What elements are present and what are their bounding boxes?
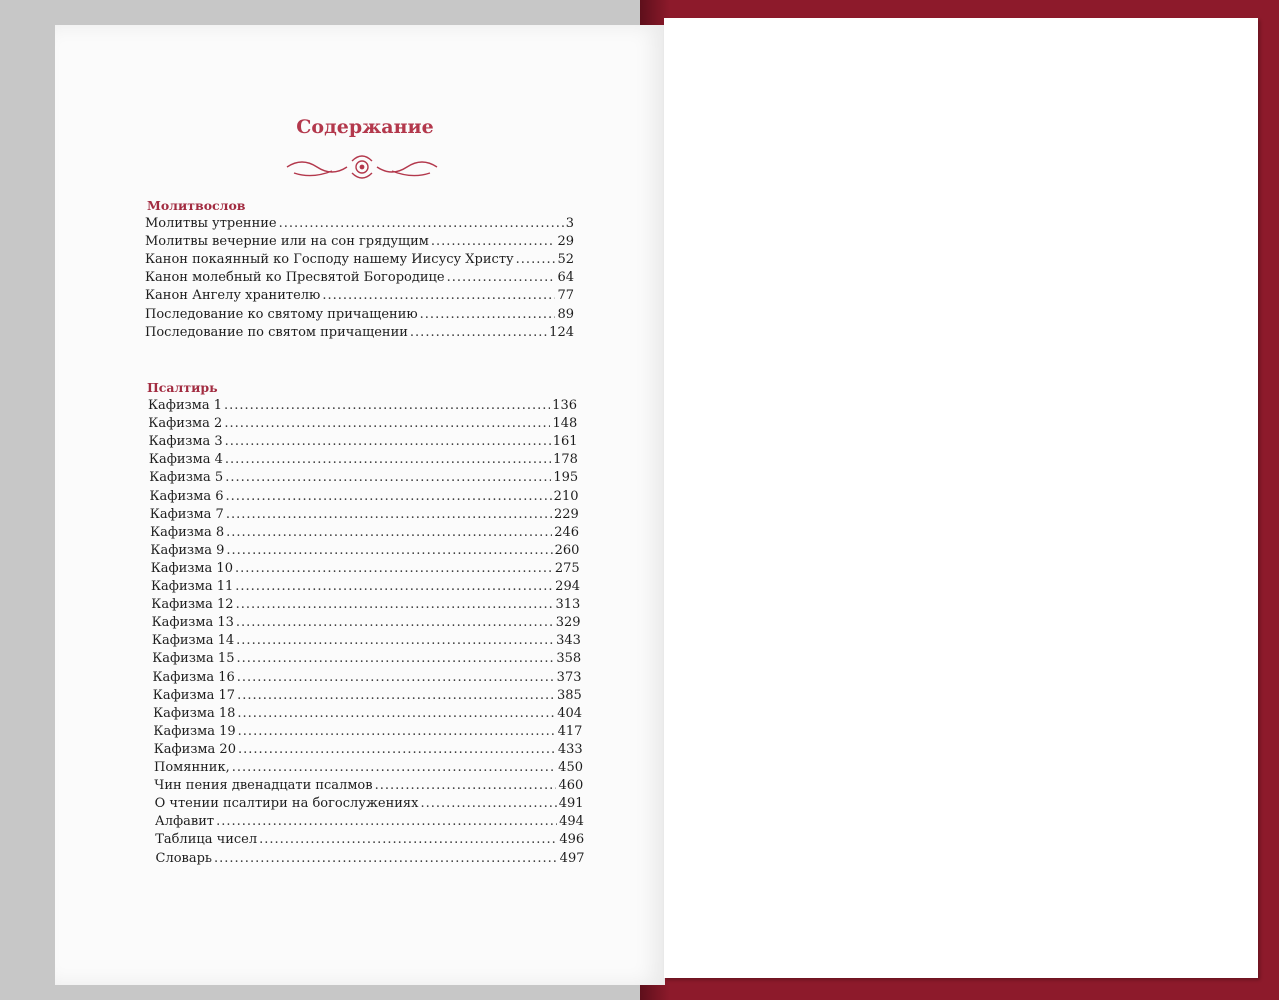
- toc-entry[interactable]: [149, 470, 578, 488]
- toc-entry-page: 260: [554, 542, 580, 558]
- toc-title: Содержание: [296, 116, 434, 138]
- toc-entry[interactable]: [152, 651, 581, 669]
- toc-entry-label: Последование ко святому причащению: [145, 306, 418, 322]
- toc-entry-page: 161: [552, 434, 578, 450]
- dot-leader: [225, 434, 551, 449]
- toc-entry-label: Кафизма 19: [153, 723, 236, 739]
- toc-entry-label: Алфавит: [154, 814, 215, 830]
- dot-leader: [224, 398, 550, 413]
- toc-entry-page: 246: [554, 524, 580, 540]
- dot-leader: [225, 470, 551, 485]
- toc-entry[interactable]: [155, 814, 584, 832]
- dot-leader: [214, 851, 558, 866]
- toc-entry[interactable]: [154, 778, 583, 796]
- toc-entry-label: Канон молебный ко Пресвятой Богородице: [145, 270, 445, 286]
- toc-entry-label: Словарь: [155, 850, 213, 866]
- dot-leader: [237, 688, 555, 703]
- dot-leader: [225, 452, 551, 467]
- toc-entry-label: Кафизма 7: [149, 506, 224, 522]
- toc-entry[interactable]: [150, 507, 579, 525]
- toc-entry-label: Кафизма 1: [148, 398, 223, 413]
- toc-entry-label: Кафизма 9: [150, 542, 225, 558]
- toc-entry[interactable]: [145, 234, 574, 252]
- toc-entry-page: 358: [556, 651, 582, 667]
- toc-entry[interactable]: [145, 270, 574, 288]
- toc-entry-label: Кафизма 12: [151, 597, 234, 613]
- dot-leader: [420, 796, 556, 811]
- dot-leader: [238, 724, 556, 739]
- toc-entry[interactable]: [145, 325, 574, 343]
- toc-entry[interactable]: [148, 398, 577, 416]
- dot-leader: [226, 525, 552, 540]
- dot-leader: [236, 633, 554, 648]
- toc-entry-page: 178: [553, 452, 578, 468]
- dot-leader: [226, 543, 552, 558]
- dot-leader: [216, 814, 557, 829]
- toc-entry[interactable]: [149, 434, 578, 452]
- toc-entry-label: Кафизма 13: [151, 615, 234, 631]
- toc-entry[interactable]: [145, 288, 574, 306]
- dot-leader: [447, 270, 556, 285]
- toc-entry-page: 496: [559, 832, 585, 848]
- toc-entry-page: 450: [558, 760, 583, 775]
- toc-entry-page: 460: [558, 778, 584, 794]
- toc-entry[interactable]: [153, 706, 582, 724]
- right-page-blank: [664, 18, 1258, 978]
- toc-entry[interactable]: [154, 760, 583, 778]
- toc-entry-label: Кафизма 20: [153, 741, 236, 757]
- toc-entry-page: 52: [557, 252, 574, 268]
- toc-entry-page: 3: [565, 216, 574, 231]
- section-heading: Псалтирь: [147, 380, 218, 395]
- toc-entry-label: Кафизма 3: [148, 434, 223, 450]
- dot-leader: [375, 778, 557, 793]
- dot-leader: [431, 234, 556, 249]
- toc-entry-page: 124: [549, 324, 574, 340]
- toc-entry-label: Кафизма 16: [152, 669, 235, 685]
- toc-entry-label: Таблица чисел: [155, 832, 258, 848]
- toc-entry-label: Молитвы утренние: [145, 216, 277, 231]
- toc-entry-label: Молитвы вечерние или на сон грядущим: [145, 234, 429, 250]
- dot-leader: [237, 706, 555, 721]
- toc-entry-page: 148: [552, 416, 578, 432]
- ornament-divider: [282, 153, 442, 181]
- toc-entry-label: Кафизма 11: [151, 579, 234, 594]
- dot-leader: [226, 507, 552, 522]
- toc-entry[interactable]: [145, 216, 574, 234]
- toc-entry-page: 491: [558, 796, 584, 812]
- toc-entry[interactable]: [153, 670, 582, 688]
- toc-entry-label: О чтении псалтири на богослужениях: [154, 796, 419, 812]
- dot-leader: [235, 579, 553, 594]
- toc-entry-page: 89: [557, 306, 574, 322]
- toc-entry-page: 417: [557, 723, 583, 739]
- toc-entry-page: 195: [553, 470, 579, 486]
- dot-leader: [232, 760, 556, 775]
- toc-entry-label: Последование по святом причащении: [145, 324, 408, 340]
- toc-entry-label: Чин пения двенадцати псалмов: [154, 778, 373, 794]
- toc-entry[interactable]: [153, 724, 582, 742]
- dot-leader: [236, 615, 554, 630]
- toc-entry-page: 136: [552, 398, 577, 413]
- toc-entry[interactable]: [148, 416, 577, 434]
- toc-entry-page: 294: [555, 579, 580, 594]
- toc-entry-label: Кафизма 8: [150, 524, 225, 540]
- toc-entry[interactable]: [153, 688, 582, 706]
- toc-entry-page: 329: [555, 615, 581, 631]
- section-heading: Молитвослов: [147, 198, 246, 213]
- toc-entry-page: 343: [556, 633, 581, 649]
- dot-leader: [420, 307, 556, 322]
- toc-entry-page: 404: [557, 705, 583, 721]
- toc-entry[interactable]: [151, 561, 580, 579]
- toc-entry-page: 494: [559, 814, 584, 830]
- toc-entry[interactable]: [150, 543, 579, 561]
- toc-entry-label: Кафизма 4: [148, 452, 223, 468]
- toc-entry-page: 497: [559, 850, 585, 866]
- toc-entry[interactable]: [150, 489, 579, 507]
- toc-entry-label: Канон Ангелу хранителю: [145, 288, 321, 304]
- toc-entry-page: 433: [557, 741, 583, 757]
- toc-entry[interactable]: [156, 851, 585, 869]
- toc-entry-page: 385: [556, 687, 582, 703]
- toc-entry-label: Кафизма 17: [152, 687, 236, 703]
- toc-entry-label: Кафизма 5: [149, 470, 224, 486]
- toc-entry-page: 313: [555, 597, 581, 613]
- toc-entry[interactable]: [155, 832, 584, 850]
- toc-entry[interactable]: [145, 307, 574, 325]
- toc-entry[interactable]: [151, 579, 580, 597]
- toc-entry-page: 64: [557, 270, 574, 286]
- dot-leader: [238, 742, 556, 757]
- dot-leader: [516, 252, 556, 267]
- toc-entry-page: 373: [556, 669, 582, 685]
- toc-entry-page: 275: [554, 560, 580, 576]
- dot-leader: [235, 561, 553, 576]
- toc-entry[interactable]: [145, 252, 574, 270]
- toc-entry-label: Кафизма 18: [153, 705, 236, 721]
- toc-entry-label: Кафизма 10: [150, 560, 233, 576]
- toc-entry[interactable]: [154, 742, 583, 760]
- toc-entry[interactable]: [149, 452, 578, 470]
- toc-entry[interactable]: [152, 633, 581, 651]
- toc-entry-label: Кафизма 15: [152, 651, 235, 667]
- toc-entry[interactable]: [155, 796, 584, 814]
- dot-leader: [410, 325, 547, 340]
- toc-entry[interactable]: [150, 525, 579, 543]
- dot-leader: [259, 832, 557, 847]
- toc-entry-label: Кафизма 2: [148, 416, 223, 432]
- toc-entry-label: Кафизма 6: [149, 488, 224, 504]
- dot-leader: [279, 216, 564, 231]
- dot-leader: [237, 670, 555, 685]
- toc-entry-page: 229: [553, 506, 579, 522]
- toc-entry-label: Помянник,: [154, 760, 230, 775]
- toc-entry-page: 210: [553, 488, 579, 504]
- dot-leader: [224, 416, 550, 431]
- toc-entry[interactable]: [152, 615, 581, 633]
- toc-entry-page: 29: [557, 234, 574, 250]
- toc-entry-label: Канон покаянный ко Господу нашему Иисусу Христу: [145, 252, 514, 268]
- toc-entry-page: 77: [557, 288, 574, 304]
- dot-leader: [236, 651, 554, 666]
- dot-leader: [236, 597, 554, 612]
- dot-leader: [322, 288, 555, 303]
- toc-entry-label: Кафизма 14: [151, 633, 235, 649]
- dot-leader: [226, 489, 552, 504]
- toc-entry[interactable]: [151, 597, 580, 615]
